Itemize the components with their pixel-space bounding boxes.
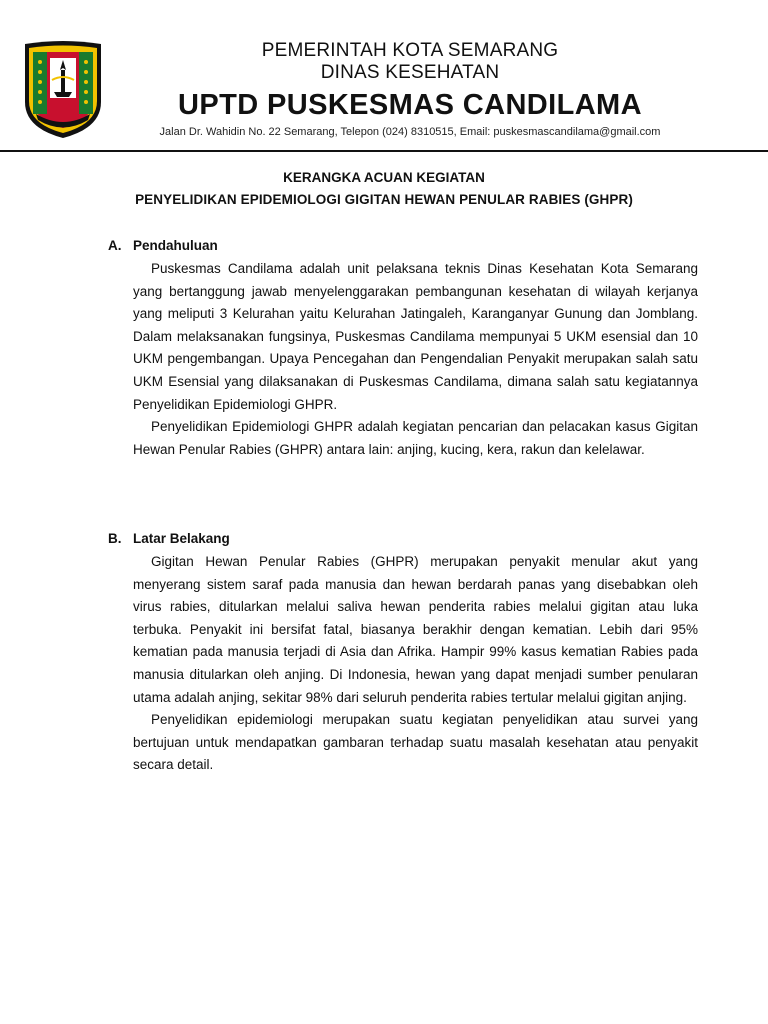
section-title: Pendahuluan <box>133 238 218 253</box>
letterhead-institution: UPTD PUSKESMAS CANDILAMA <box>178 89 642 121</box>
section-heading <box>108 236 698 256</box>
letterhead-department: DINAS KESEHATAN <box>320 62 500 83</box>
letterhead-government: PEMERINTAH KOTA SEMARANG <box>261 40 559 61</box>
paragraph: Penyelidikan Epidemiologi GHPR adalah kegiatan pencarian dan pelacakan kasus Gigitan Hewan Penular Rabies (GHPR) antara lain: anjing, kucing, kera, rakun dan kelelawar. <box>133 419 698 457</box>
paragraph: Gigitan Hewan Penular Rabies (GHPR) merupakan penyakit menular akut yang menyerang sistem saraf pada manusia dan hewan berdarah panas yang disebabkan oleh virus rabies, ditularkan melalui saliva hewan penderita rabies melalui gigitan atau luka terbuka. Penyakit ini bersifat fatal, biasanya berakhir dengan kematian. Lebih dari 95% kematian pada manusia terjadi di Asia dan Afrika. Hampir 99% kasus kematian Rabies pada manusia ditularkan oleh anjing. Di Indonesia, hewan yang dapat menjadi sumber penularan utama adalah anjing, sekitar 98% dari seluruh penderita rabies tertular melalui gigitan anjing. <box>133 554 698 705</box>
semarang-emblem-icon <box>22 40 104 140</box>
section-letter: B. <box>108 531 122 546</box>
section-heading <box>108 529 698 549</box>
letterhead-address: Jalan Dr. Wahidin No. 22 Semarang, Telepon (024) 8310515, Email: puskesmascandilama@gmail.com <box>159 126 661 138</box>
paragraph: Penyelidikan epidemiologi merupakan suatu kegiatan penyelidikan atau survei yang bertujuan untuk mendapatkan gambaran terhadap suatu masalah kesehatan atau penyakit secara detail. <box>133 712 698 773</box>
section-pendahuluan <box>108 236 698 461</box>
letterhead <box>110 40 710 140</box>
section-letter: A. <box>108 238 122 253</box>
document-subtitle: PENYELIDIKAN EPIDEMIOLOGI GIGITAN HEWAN PENULAR RABIES (GHPR) <box>135 192 633 207</box>
paragraph: Puskesmas Candilama adalah unit pelaksana teknis Dinas Kesehatan Kota Semarang yang bertanggung jawab menyelenggarakan pembangunan kesehatan di wilayah kerjanya yang meliputi 3 Kelurahan yaitu Kelurahan Jatingaleh, Karanganyar Gunung dan Jomblang. Dalam melaksanakan fungsinya, Puskesmas Candilama mempunyai 5 UKM esensial dan 10 UKM pengembangan. Upaya Pencegahan dan Pengendalian Penyakit merupakan salah satu UKM Esensial yang dilaksanakan di Puskesmas Candilama, dimana salah satu kegiatannya Penyelidikan Epidemiologi GHPR. <box>133 261 698 412</box>
letterhead-divider <box>0 150 768 152</box>
section-title: Latar Belakang <box>133 531 230 546</box>
document-title: KERANGKA ACUAN KEGIATAN <box>283 170 485 185</box>
section-latar-belakang <box>108 529 698 777</box>
